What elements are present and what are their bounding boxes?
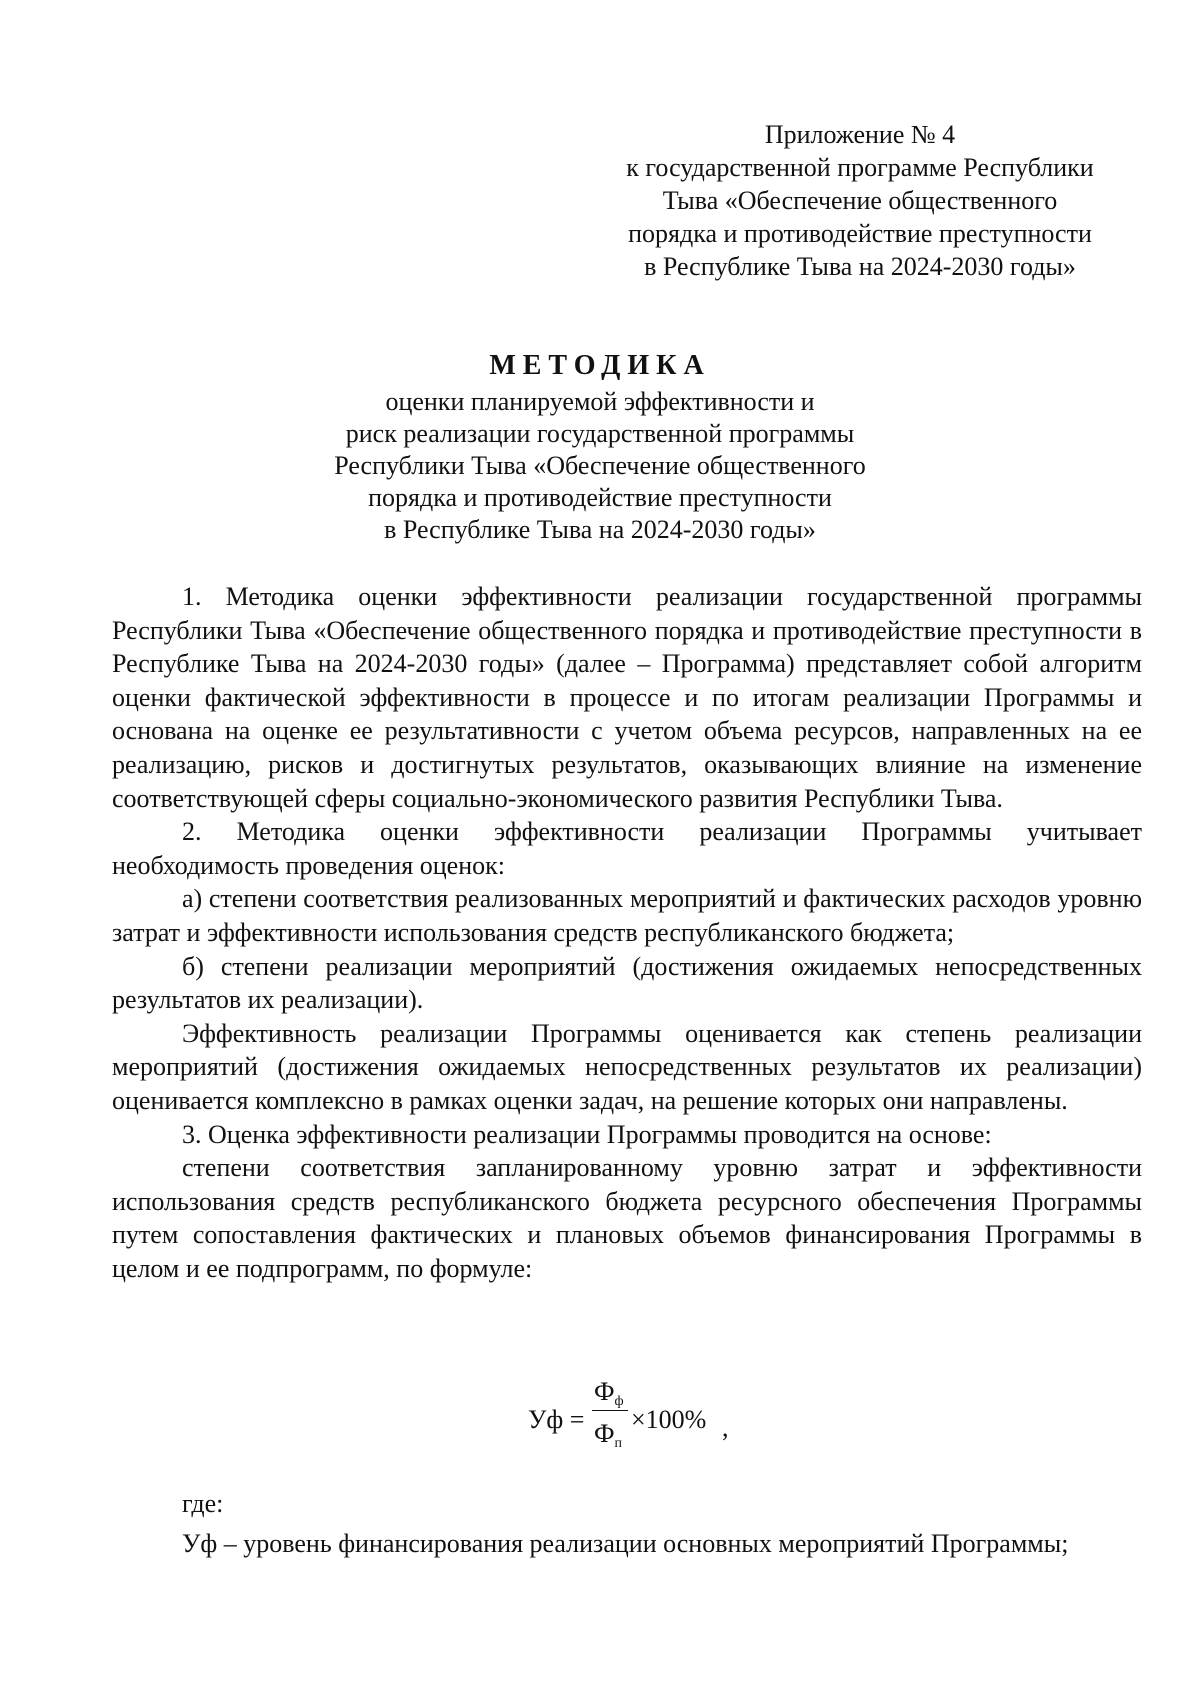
formula-numerator (594, 1377, 624, 1410)
paragraph-3: 3. Оценка эффективности реализации Программы проводится на основе: (182, 1119, 992, 1149)
appendix-line: Приложение № 4 (764, 120, 956, 149)
paragraph-efficiency: Эффективность реализации Программы оценивается как степень реализации мероприятий (достижения ожидаемых непосредственных результатов их реализации) оценивается комплексно в рамках оценки задач, на решение которых они направлены. (112, 1018, 1142, 1115)
title-subline: риск реализации государственной программы (345, 419, 855, 448)
where-label: где: (182, 1489, 224, 1518)
appendix-header (560, 118, 1160, 283)
appendix-line: порядка и противодействие преступности (628, 219, 1092, 248)
document-title (100, 348, 1100, 546)
numerator-base: Ф (594, 1377, 615, 1406)
paragraph-2: 2. Методика оценки эффективности реализации Программы учитывает необходимость проведения оценок: (112, 817, 1142, 880)
formula-lhs: Уф = (528, 1405, 585, 1434)
appendix-line: в Республике Тыва на 2024-2030 годы» (644, 252, 1076, 281)
paragraph-1: 1. Методика оценки эффективности реализации государственной программы Республики Тыва «Обеспечение общественного порядка и противодействие преступности в Республике Тыва на 2024-2030 годы» (далее – Программа) представляет собой алгоритм оценки фактической эффективности в процессе и по итогам реализации Программы и основана на оценке ее результативности с учетом объема ресурсов, направленных на ее реализацию, рисков и достигнутых результатов, оказывающих влияние на изменение соответствующей сферы социально-экономического развития Республики Тыва. (112, 582, 1142, 813)
title-heading: МЕТОДИКА (489, 350, 711, 381)
appendix-line: к государственной программе Республики (626, 153, 1094, 182)
document-body (112, 580, 1142, 1285)
title-subline: Республики Тыва «Обеспечение общественного (334, 451, 866, 480)
financing-formula (528, 1375, 828, 1465)
paragraph-3-detail: степени соответствия запланированному уровню затрат и эффективности использования средств республиканского бюджета ресурсного обеспечения Программы путем сопоставления фактических и плановых объемов финансирования Программы в целом и ее подпрограмм, по формуле: (112, 1153, 1142, 1283)
fraction-line (592, 1410, 628, 1411)
denominator-base: Ф (594, 1419, 615, 1448)
paragraph-2b: б) степени реализации мероприятий (достижения ожидаемых непосредственных результатов их реализации). (112, 951, 1142, 1015)
denominator-subscript: п (614, 1436, 623, 1451)
appendix-line: Тыва «Обеспечение общественного (662, 186, 1058, 215)
numerator-subscript: ф (614, 1394, 624, 1409)
title-subline: оценки планируемой эффективности и (385, 387, 815, 416)
formula-multiplier: ×100% (631, 1405, 707, 1434)
definition-uf: Уф – уровень финансирования реализации основных мероприятий Программы; (182, 1528, 1069, 1558)
formula-comma: , (722, 1413, 729, 1442)
formula-denominator (594, 1419, 622, 1452)
title-subline: в Республике Тыва на 2024-2030 годы» (384, 515, 816, 544)
formula-explanation (112, 1487, 1142, 1560)
title-subline: порядка и противодействие преступности (368, 483, 832, 512)
paragraph-2a: а) степени соответствия реализованных мероприятий и фактических расходов уровню затрат и эффективности использования средств республиканского бюджета; (112, 884, 1142, 947)
